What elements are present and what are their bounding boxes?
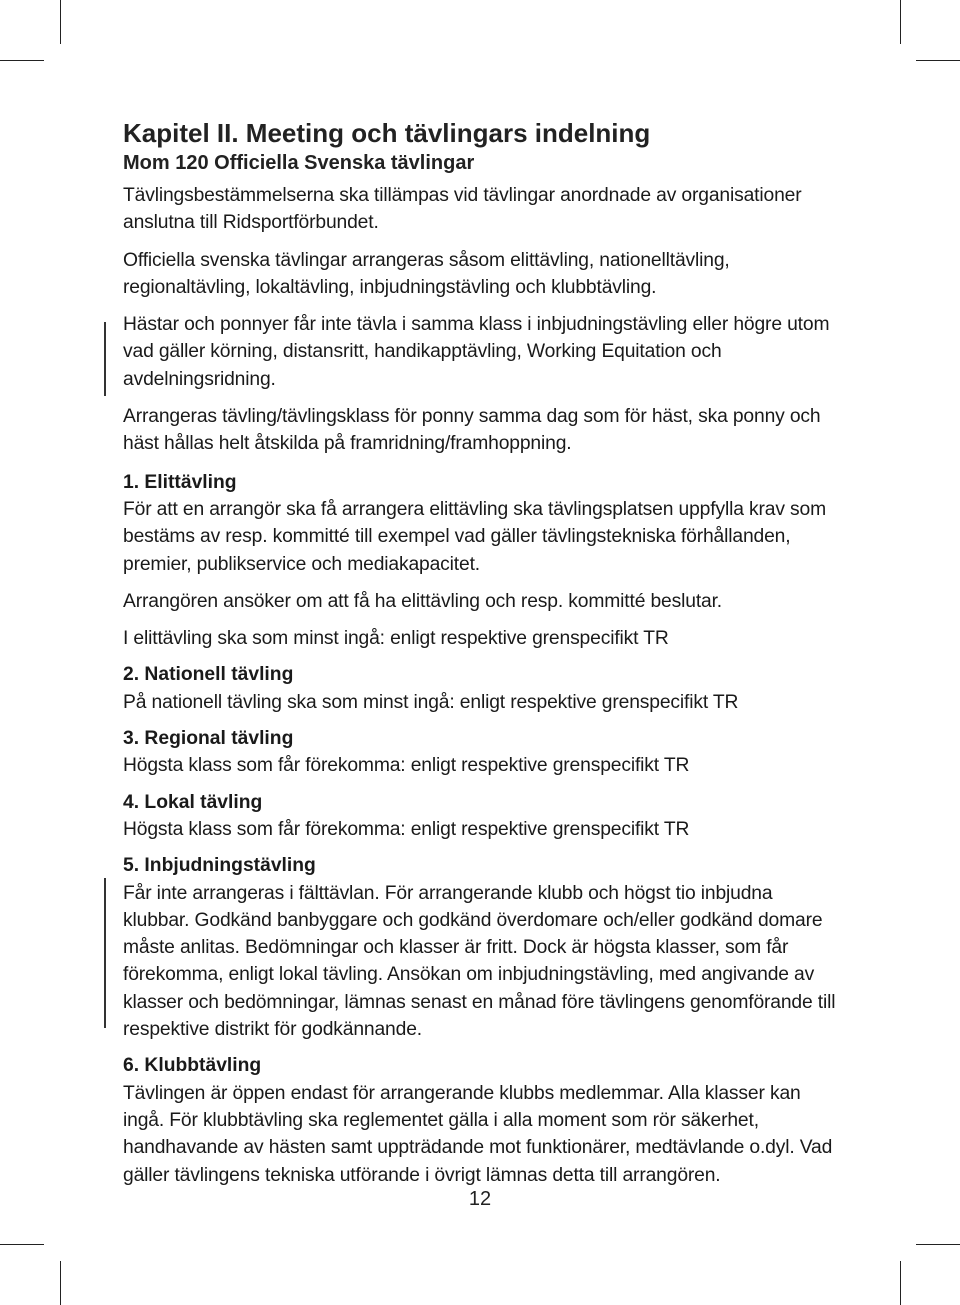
section-paragraph: Får inte arrangeras i fälttävlan. För arrangerande klubb och högst tio inbjudna klubbar. Godkänd banbyggare och godkänd överdomare och/eller godkänd domare måste anlitas. Bedömningar och klasser är fritt. Dock är högsta klasser, som får förekomma, enligt lokal tävling. Ansökan om inbjudningstävling, med angivande av klasser och bedömningar, lämnas senast en månad före tävlingens genomförande till respektive distrikt för godkännande. bbox=[123, 882, 836, 1041]
section-heading: 4. Lokal tävling bbox=[123, 791, 263, 813]
intro-paragraph: Tävlingsbestämmelserna ska tillämpas vid tävlingar anordnade av organisationer anslutna till Ridsportförbundet. bbox=[123, 185, 802, 234]
section-paragraph: Arrangören ansöker om att få ha elittävling och resp. kommitté beslutar. bbox=[123, 590, 723, 612]
crop-mark bbox=[916, 1244, 960, 1245]
page-body bbox=[123, 116, 843, 1189]
section-title: Mom 120 Officiella Svenska tävlingar bbox=[123, 152, 475, 174]
page-number: 12 bbox=[468, 1188, 492, 1210]
intro-paragraph: Hästar och ponnyer får inte tävla i samma klass i inbjudningstävling eller högre utom vad gäller körning, distansritt, handikapptävling, Working Equitation och avdelningsridning. bbox=[123, 314, 830, 390]
intro-paragraph: Arrangeras tävling/tävlingsklass för ponny samma dag som för häst, ska ponny och häst hållas helt åtskilda på framridning/framhoppning. bbox=[123, 406, 821, 455]
section-heading: 5. Inbjudningstävling bbox=[123, 855, 316, 877]
crop-mark bbox=[0, 1244, 44, 1245]
section-heading: 1. Elittävling bbox=[123, 471, 237, 493]
section-paragraph: Högsta klass som får förekomma: enligt respektive grenspecifikt TR bbox=[123, 755, 690, 777]
section-paragraph: Tävlingen är öppen endast för arrangerande klubbs medlemmar. Alla klasser kan ingå. För klubbtävling ska reglementet gälla i alla moment som rör säkerhet, handhavande av hästen samt uppträdande mot funktionärer, medtävlande o.dyl. Vad gäller tävlingens tekniska utförande i övrigt lämnas detta till arrangören. bbox=[123, 1082, 833, 1186]
section-paragraph: I elittävling ska som minst ingå: enligt respektive grenspecifikt TR bbox=[123, 628, 669, 650]
section-heading: 6. Klubbtävling bbox=[123, 1055, 262, 1077]
section-paragraph: På nationell tävling ska som minst ingå: enligt respektive grenspecifikt TR bbox=[123, 691, 739, 713]
section-paragraph: Högsta klass som får förekomma: enligt respektive grenspecifikt TR bbox=[123, 818, 690, 840]
intro-paragraph: Officiella svenska tävlingar arrangeras såsom elittävling, nationelltävling, regionaltävling, lokaltävling, inbjudningstävling och klubbtävling. bbox=[123, 249, 730, 298]
section-heading: 3. Regional tävling bbox=[123, 728, 294, 750]
chapter-title: Kapitel II. Meeting och tävlingars indelning bbox=[123, 118, 651, 148]
crop-mark bbox=[900, 1261, 901, 1305]
crop-mark bbox=[900, 0, 901, 44]
crop-mark bbox=[60, 1261, 61, 1305]
section-paragraph: För att en arrangör ska få arrangera elittävling ska tävlingsplatsen uppfylla krav som bestäms av resp. kommitté till exempel vad gäller tävlingstekniska förhållanden, premier, publikservice och mediakapacitet. bbox=[123, 498, 827, 575]
crop-mark bbox=[0, 60, 44, 61]
change-bar bbox=[104, 322, 106, 396]
section-heading: 2. Nationell tävling bbox=[123, 664, 294, 686]
crop-mark bbox=[916, 60, 960, 61]
change-bar bbox=[104, 878, 106, 1028]
crop-mark bbox=[60, 0, 61, 44]
